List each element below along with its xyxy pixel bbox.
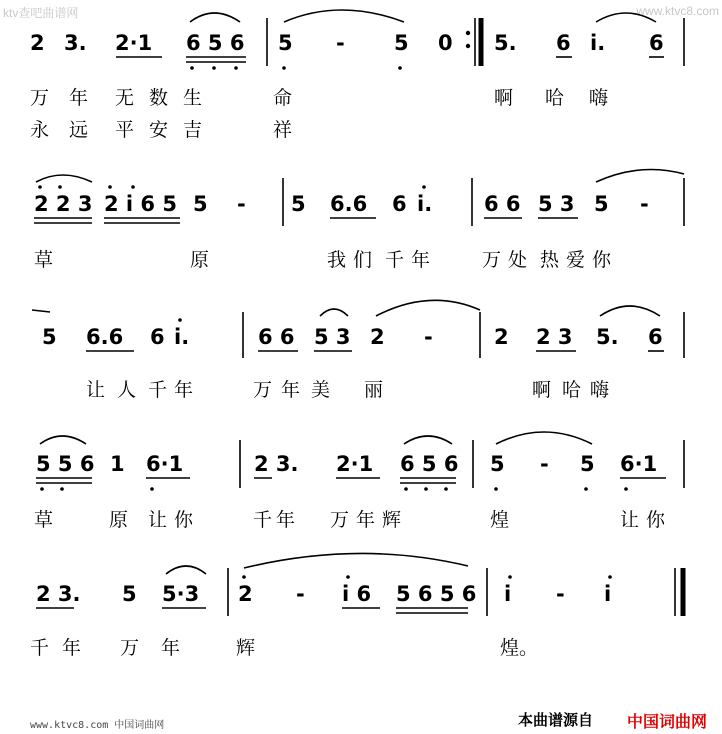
note: - (556, 582, 565, 606)
lyric: 千 (148, 379, 168, 401)
lyric: 万 (30, 87, 50, 109)
lyric: 煌。 (500, 637, 539, 659)
lyric: 万 (253, 379, 273, 401)
note: 5 3 (314, 325, 351, 349)
lyric: 丽 (364, 379, 384, 401)
note: 6·1 (620, 452, 658, 476)
lyric: 煌 (490, 509, 510, 531)
note: i (504, 582, 512, 606)
lyric: 千 (30, 637, 50, 659)
watermark-top-left: ktv查吧曲谱网 (3, 6, 79, 20)
note: 5 6 5 6 (396, 582, 477, 606)
note: 0 (438, 31, 453, 55)
note: 1 (110, 452, 125, 476)
lyric: 原 (190, 249, 210, 271)
note: 2 3 (536, 325, 573, 349)
lyric: 年 (411, 249, 431, 271)
note: 5 5 6 (36, 452, 95, 476)
lyric: 啊 (532, 379, 552, 401)
lyric: 年 (276, 509, 296, 531)
note: 5. (494, 31, 517, 55)
system-5 (30, 553, 683, 659)
lyric: 嗨 (590, 379, 610, 401)
note: i. (590, 31, 606, 55)
note: i. (174, 325, 190, 349)
note: i (604, 582, 612, 606)
note: 5 (278, 31, 293, 55)
lyric: 年 (161, 637, 181, 659)
source-credit-label: 本曲谱源自 (518, 711, 594, 729)
lyric: 人 (117, 379, 137, 401)
note: 5 (122, 582, 137, 606)
lyric: 年 (62, 637, 82, 659)
system-2 (34, 170, 684, 272)
lyric: 吉 (183, 119, 203, 141)
note: 5 (394, 31, 409, 55)
lyric: 你 (592, 249, 612, 271)
lyric: 原 (109, 509, 129, 531)
lyric: 无 (115, 87, 135, 109)
lyric: 万 (330, 509, 350, 531)
note: - (640, 192, 649, 216)
note: 5 (594, 192, 609, 216)
note: 5 (291, 192, 306, 216)
note: 6 6 (258, 325, 295, 349)
note: 2 (494, 325, 509, 349)
note: 5. (596, 325, 619, 349)
note: 2 (370, 325, 385, 349)
note: - (237, 192, 246, 216)
lyric: 万 (120, 637, 140, 659)
note: 3. (64, 31, 87, 55)
note: 6 (648, 325, 663, 349)
lyric: 万 (482, 249, 502, 271)
lyric: 们 (353, 249, 373, 271)
lyric: 哈 (562, 379, 582, 401)
lyric: 让 (86, 379, 106, 401)
note: 5 (42, 325, 57, 349)
note: 6 6 (484, 192, 521, 216)
lyric: 你 (646, 509, 666, 531)
lyric: 啊 (494, 87, 514, 109)
note: 5·3 (162, 582, 200, 606)
lyric: 辉 (236, 637, 256, 659)
note: - (540, 452, 549, 476)
note: - (296, 582, 305, 606)
lyric: 平 (115, 119, 135, 141)
note: 5 (490, 452, 505, 476)
note: i. (417, 192, 433, 216)
lyric: 处 (508, 249, 528, 271)
note: 6 (392, 192, 407, 216)
system-3 (32, 300, 684, 401)
system-4 (34, 432, 684, 531)
note: 5 (580, 452, 595, 476)
lyric: 让 (620, 509, 640, 531)
lyric: 我 (327, 249, 347, 271)
lyric: 草 (34, 509, 54, 531)
note: 6 5 6 (186, 31, 245, 55)
source-credit-site[interactable]: 中国词曲网 (627, 712, 708, 731)
lyric: 祥 (273, 119, 293, 141)
lyric: 爱 (566, 249, 586, 271)
note: 2 (238, 582, 253, 606)
note: 2 3. (36, 582, 81, 606)
note: 5 3 (538, 192, 575, 216)
note: 2 (30, 31, 45, 55)
lyric: 永 (30, 119, 50, 141)
note: - (424, 325, 433, 349)
note: 6 5 6 (400, 452, 459, 476)
lyric: 草 (34, 249, 54, 271)
lyric: 哈 (545, 87, 565, 109)
lyric: 千 (385, 249, 405, 271)
lyric: 生 (183, 87, 203, 109)
lyric: 让 (148, 509, 168, 531)
lyric: 美 (311, 379, 331, 401)
note: 2·1 (115, 31, 153, 55)
lyric: 热 (540, 249, 560, 271)
lyric: 命 (273, 87, 293, 109)
lyric: 嗨 (589, 87, 609, 109)
note: i 6 (342, 582, 372, 606)
lyric: 你 (174, 509, 194, 531)
system-1 (30, 10, 684, 141)
note: 2 3. (254, 452, 299, 476)
lyric: 年 (174, 379, 194, 401)
note: 6.6 (330, 192, 368, 216)
note: 6 (649, 31, 664, 55)
lyric: 年 (356, 509, 376, 531)
lyric: 数 (149, 87, 169, 109)
note: 6 (556, 31, 571, 55)
note: 2·1 (336, 452, 374, 476)
watermark-top-right: www.ktvc8.com (636, 4, 719, 18)
note: 2 2 3 (34, 192, 93, 216)
note: 5 (193, 192, 208, 216)
note: - (336, 31, 345, 55)
lyric: 年 (281, 379, 301, 401)
note: 6·1 (146, 452, 184, 476)
lyric: 千 (253, 509, 273, 531)
note: 6.6 (86, 325, 124, 349)
lyric: 远 (69, 119, 89, 141)
lyric: 辉 (382, 509, 402, 531)
note: 2 i 6 5 (104, 192, 177, 216)
note: 6 (150, 325, 165, 349)
watermark-bottom-left: www.ktvc8.com 中国词曲网 (30, 720, 165, 731)
lyric: 年 (69, 87, 89, 109)
lyric: 安 (149, 119, 169, 141)
